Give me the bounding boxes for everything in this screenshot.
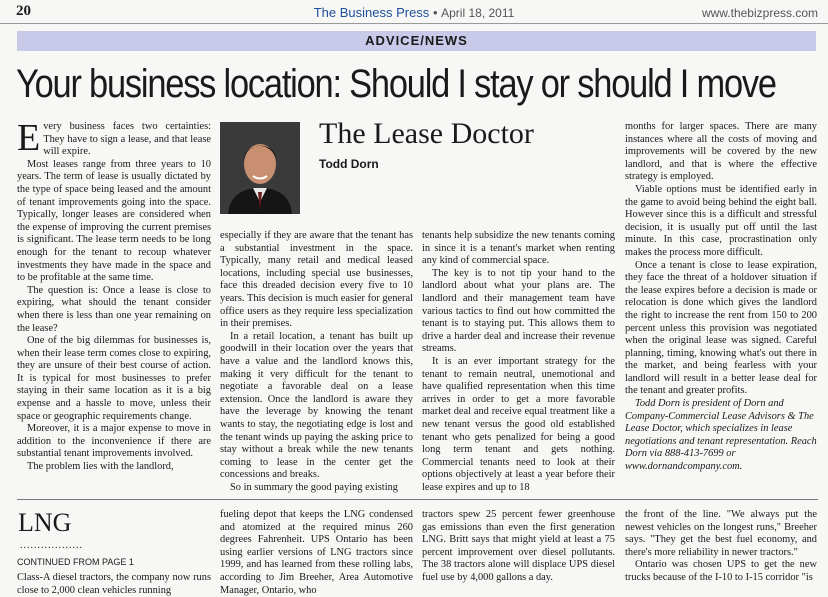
paragraph: Viable options must be identified early in the game to avoid being behind the eight ball. However since this is a difficult and stressful decision, it is usually put off until the last minute. In this case, procrastination only makes the process more difficult. xyxy=(625,183,817,258)
author-photo xyxy=(220,122,300,214)
paragraph: months for larger spaces. There are many instances where all the costs of moving and improvements will be covered by the new landlord, and that is where the effective strategy is employed. xyxy=(625,121,817,183)
continued-label: CONTINUED FROM PAGE 1 xyxy=(17,557,134,567)
lng-story-title: LNG xyxy=(18,508,72,537)
publication-name: The Business Press xyxy=(313,5,430,20)
article-column-2 xyxy=(220,230,413,494)
lead-text: very business faces two certainties: They have to sign a lease, and that lease will expire. xyxy=(43,121,211,158)
article-column-1 xyxy=(17,117,211,474)
paragraph: Moreover, it is a major expense to move in addition to the inconvenience if there are substantial tenant improvements involved. xyxy=(17,423,211,460)
paragraph: In a retail location, a tenant has built up goodwill in their location over the years that have a value and the landlord knows this, making it very difficult for the tenant to negotiate a favorable deal on a lease extension. Once the landlord is aware they have the leverage by knowing the tenant wants to stay, the negotiating edge is lost and the tenant winds up paying the asking price to stay without a break while the new tenants coming to lease in the center get the concessions and breaks. xyxy=(220,330,413,481)
section-banner: ADVICE/NEWS xyxy=(17,31,816,51)
paragraph: It is an ever important strategy for the tenant to remain neutral, unemotional and have qualified representation when this time arrives in order to get a more favorable market deal and receive equal treatment like a new tenant versus the good old established tenant who gets penalized for being a good long term tenant and gets nothing. Commercial tenants need to look at their options objectively at least a year before their lease expires and up to 18 xyxy=(422,355,615,493)
paragraph: Ontario was chosen UPS to get the new trucks because of the I-10 to I-15 corridor "is xyxy=(625,559,817,583)
lng-column-1 xyxy=(17,572,211,597)
paragraph: The question is: Once a lease is close to expiring, what should the tenant consider when there is less than one year remaining on the lease? xyxy=(17,284,211,334)
paragraph: fueling depot that keeps the LNG condensed and atomized at the required minus 260 degrees Fahrenheit. UPS Ontario has been using earlier versions of LNG tractors since 1999, and has learned from these rolling labs, according to Jim Breeher, Area Automotive Manager, Ontario, who xyxy=(220,509,413,596)
paragraph: Class-A diesel tractors, the company now runs close to 2,000 clean vehicles running xyxy=(17,572,211,596)
paragraph: tenants help subsidize the new tenants coming in since it is a tenant's market when renting any kind of commercial space. xyxy=(422,230,615,267)
column-title: The Lease Doctor xyxy=(319,117,534,150)
bio-text: Todd Dorn is president of Dorn and Company-Commercial Lease Advisors & The Lease Doctor, which specializes in lease negotiations and tenant representation. Reach Dorn via 888-413-7699 or www.dornandcompany.com. xyxy=(625,398,817,473)
author-bio xyxy=(625,398,817,474)
paragraph: The problem lies with the landlord, xyxy=(27,461,174,473)
website-url: www.thebizpress.com xyxy=(701,6,818,20)
paragraph: Once a tenant is close to lease expiration, they face the threat of a holdover situation if the lease expires before a decision is made or relocation is done which gives the landlord the right to increase the rent from 150 to 200 percent unless this provision was negotiated when the original lease was signed. Careful planning, timing, knowing what's out there in the market, and being fearless with your landlord will result in a better lease deal for the tenant and greater profits. xyxy=(625,259,817,397)
lng-column-3 xyxy=(422,509,615,585)
headline: Your business location: Should I stay or should I move xyxy=(16,62,776,106)
article-column-3 xyxy=(422,230,615,494)
masthead-bullet: • xyxy=(432,5,438,20)
page-number: 20 xyxy=(16,3,31,19)
title-dots: .................. xyxy=(20,540,83,551)
issue-date: April 18, 2011 xyxy=(441,6,515,20)
header-rule xyxy=(0,23,828,24)
paragraph: So in summary the good paying existing xyxy=(230,481,398,493)
paragraph: Most leases range from three years to 10 years. The term of lease is usually dictated by the type of space being leased and the amount of tenant improvements going into the space. Typically, longer leases are considered when the expense of improving the current premises is significant. The lease term needs to be long enough for the tenant to recoup whatever investments they have made in the space and to be profitable at the same time. xyxy=(17,158,211,284)
lng-column-2 xyxy=(220,509,413,597)
lead-paragraph xyxy=(17,117,211,159)
paragraph: One of the big dilemmas for businesses is, when their lease term comes close to expiring, they are unsure of their best course of action. It is typical for most businesses to prefer staying in their same location as it is a big expense and a hassle to move, unless their space or geographic requirements change. xyxy=(17,335,211,422)
drop-cap: E xyxy=(17,117,41,159)
lng-column-4 xyxy=(625,509,817,585)
author-portrait-icon xyxy=(220,122,300,214)
paragraph: The key is to not tip your hand to the landlord about what your plans are. The landlord and their management team have various tactics to find out how committed the tenant is to staying put. This allows them to drive a harder deal and increase their revenue streams. xyxy=(422,267,615,355)
article-column-4 xyxy=(625,121,817,474)
article-divider xyxy=(17,499,818,500)
paragraph: tractors spew 25 percent fewer greenhouse gas emissions than even the first generation LNG. Britt says that might yield at least a 75 percent improvement over diesel pollutants. The 38 tractors alone will displace UPS diesel fuel use by 4,000 gallons a day. xyxy=(422,509,615,583)
paragraph: the front of the line. "We always put the newest vehicles on the longest runs," Breeher says. "They get the best fuel economy, and there's more reliability in newer tractors." xyxy=(625,509,817,558)
author-byline: Todd Dorn xyxy=(319,157,379,171)
paragraph: especially if they are aware that the tenant has a substantial investment in the space. Typically, many retail and medical leased locations, including special use businesses, face this dreaded decision every five to 10 years. This decision is much easier for general office users as they require less specialization in their premises. xyxy=(220,230,413,330)
